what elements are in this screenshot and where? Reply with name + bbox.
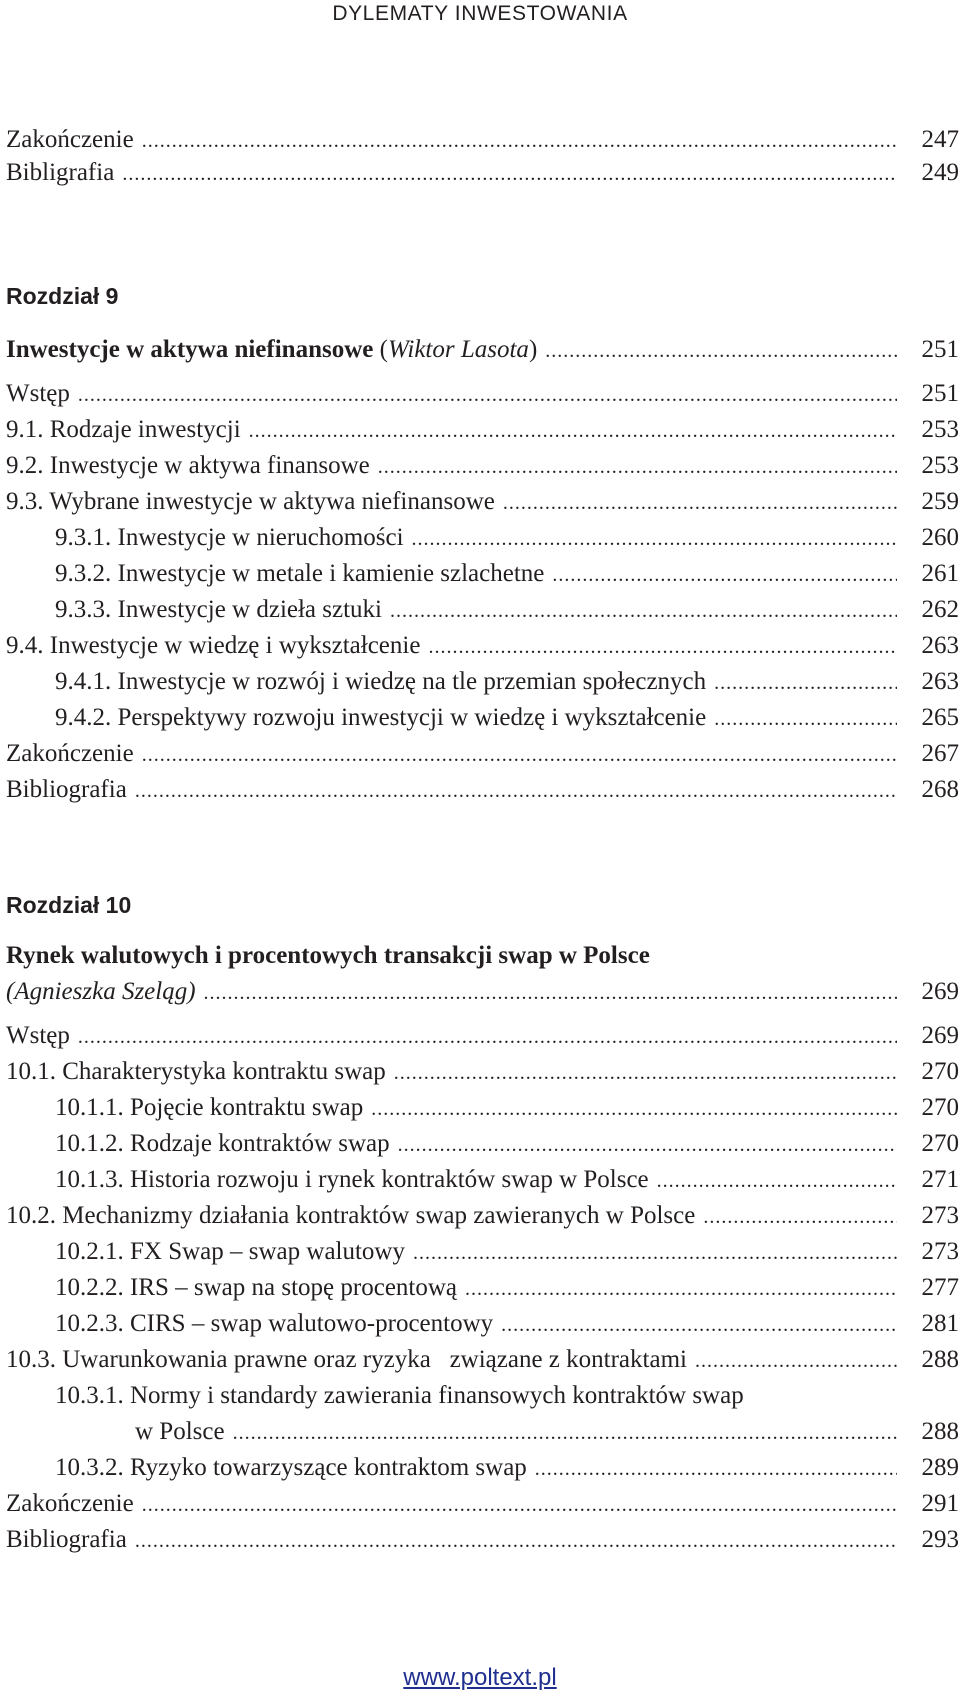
toc-entry: 10.3. Uwarunkowania prawne oraz ryzyka związane z kontraktami ..... 288 — [6, 1342, 959, 1378]
toc-subentry: 9.4.2. Perspektywy rozwoju inwestycji w wiedzę i wykształcenie ..... 265 — [55, 700, 959, 736]
toc-entry: 9.4. Inwestycje w wiedzę i wykształcenie ..... 263 — [6, 628, 959, 664]
chapter-author: (Agnieszka Szeląg) — [6, 978, 196, 1005]
toc-subentry: 9.4.1. Inwestycje w rozwój i wiedzę na tle przemian społecznych ..... 263 — [55, 664, 959, 700]
toc-entry: Bibliografia ..... 268 — [6, 772, 959, 808]
toc-entry: Wstęp ..... 269 — [6, 1018, 959, 1054]
toc-entry: 10.2. Mechanizmy działania kontraktów swap zawieranych w Polsce ..... 273 — [6, 1198, 959, 1234]
toc-entry: 9.2. Inwestycje w aktywa finansowe ..... 253 — [6, 448, 959, 484]
chapter-title-entry — [6, 974, 959, 1010]
toc-entry: Zakończenie ..... 247 — [6, 122, 959, 158]
toc-subentry: 10.1.2. Rodzaje kontraktów swap ..... 270 — [55, 1126, 959, 1162]
page-number: 269 — [921, 978, 959, 1005]
toc-entry: Zakończenie ..... 267 — [6, 736, 959, 772]
chapter-author: Wiktor Lasota — [387, 336, 529, 363]
toc-entry: 10.1. Charakterystyka kontraktu swap ..... 270 — [6, 1054, 959, 1090]
chapter-heading: Rozdział 9 — [6, 283, 119, 309]
website-link[interactable]: www.poltext.pl — [403, 1664, 557, 1691]
toc-subentry: 10.3.2. Ryzyko towarzyszące kontraktom swap ..... 289 — [55, 1450, 959, 1486]
toc-entry: Bibligrafia ..... 249 — [6, 155, 959, 191]
toc-subentry: 10.2.1. FX Swap – swap walutowy ..... 273 — [55, 1234, 959, 1270]
chapter-title: Inwestycje w aktywa niefinansowe — [6, 336, 374, 363]
toc-subentry: 10.2.2. IRS – swap na stopę procentową ..... 277 — [55, 1270, 959, 1306]
chapter-title: Rynek walutowych i procentowych transakcji swap w Polsce — [6, 942, 650, 969]
chapter-title-entry: Inwestycje w aktywa niefinansowe (Wiktor Lasota) ..... 251 — [6, 332, 959, 368]
toc-subentry: 9.3.2. Inwestycje w metale i kamienie szlachetne ..... 261 — [55, 556, 959, 592]
chapter-heading: Rozdział 10 — [6, 892, 132, 918]
toc-subentry-line1: 10.3.1. Normy i standardy zawierania finansowych kontraktów swap — [55, 1382, 744, 1409]
toc-entry: 9.3. Wybrane inwestycje w aktywa niefinansowe ..... 259 — [6, 484, 959, 520]
toc-subentry: 10.1.1. Pojęcie kontraktu swap ..... 270 — [55, 1090, 959, 1126]
footer — [0, 1664, 960, 1692]
toc-subentry-line2: w Polsce ..... 288 — [135, 1414, 959, 1450]
toc-entry: 9.1. Rodzaje inwestycji ..... 253 — [6, 412, 959, 448]
page-number: 247 — [921, 126, 959, 153]
page-number: 251 — [921, 336, 959, 363]
page-number: 249 — [921, 159, 959, 186]
running-header: DYLEMATY INWESTOWANIA — [332, 2, 628, 25]
toc-entry: Zakończenie ..... 291 — [6, 1486, 959, 1522]
toc-subentry: 10.2.3. CIRS – swap walutowo-procentowy ..... 281 — [55, 1306, 959, 1342]
toc-subentry: 9.3.3. Inwestycje w dzieła sztuki ..... 262 — [55, 592, 959, 628]
toc-entry: Wstęp ..... 251 — [6, 376, 959, 412]
toc-subentry: 9.3.1. Inwestycje w nieruchomości ..... 260 — [55, 520, 959, 556]
toc-subentry: 10.1.3. Historia rozwoju i rynek kontraktów swap w Polsce ..... 271 — [55, 1162, 959, 1198]
toc-entry: Bibliografia ..... 293 — [6, 1522, 959, 1558]
